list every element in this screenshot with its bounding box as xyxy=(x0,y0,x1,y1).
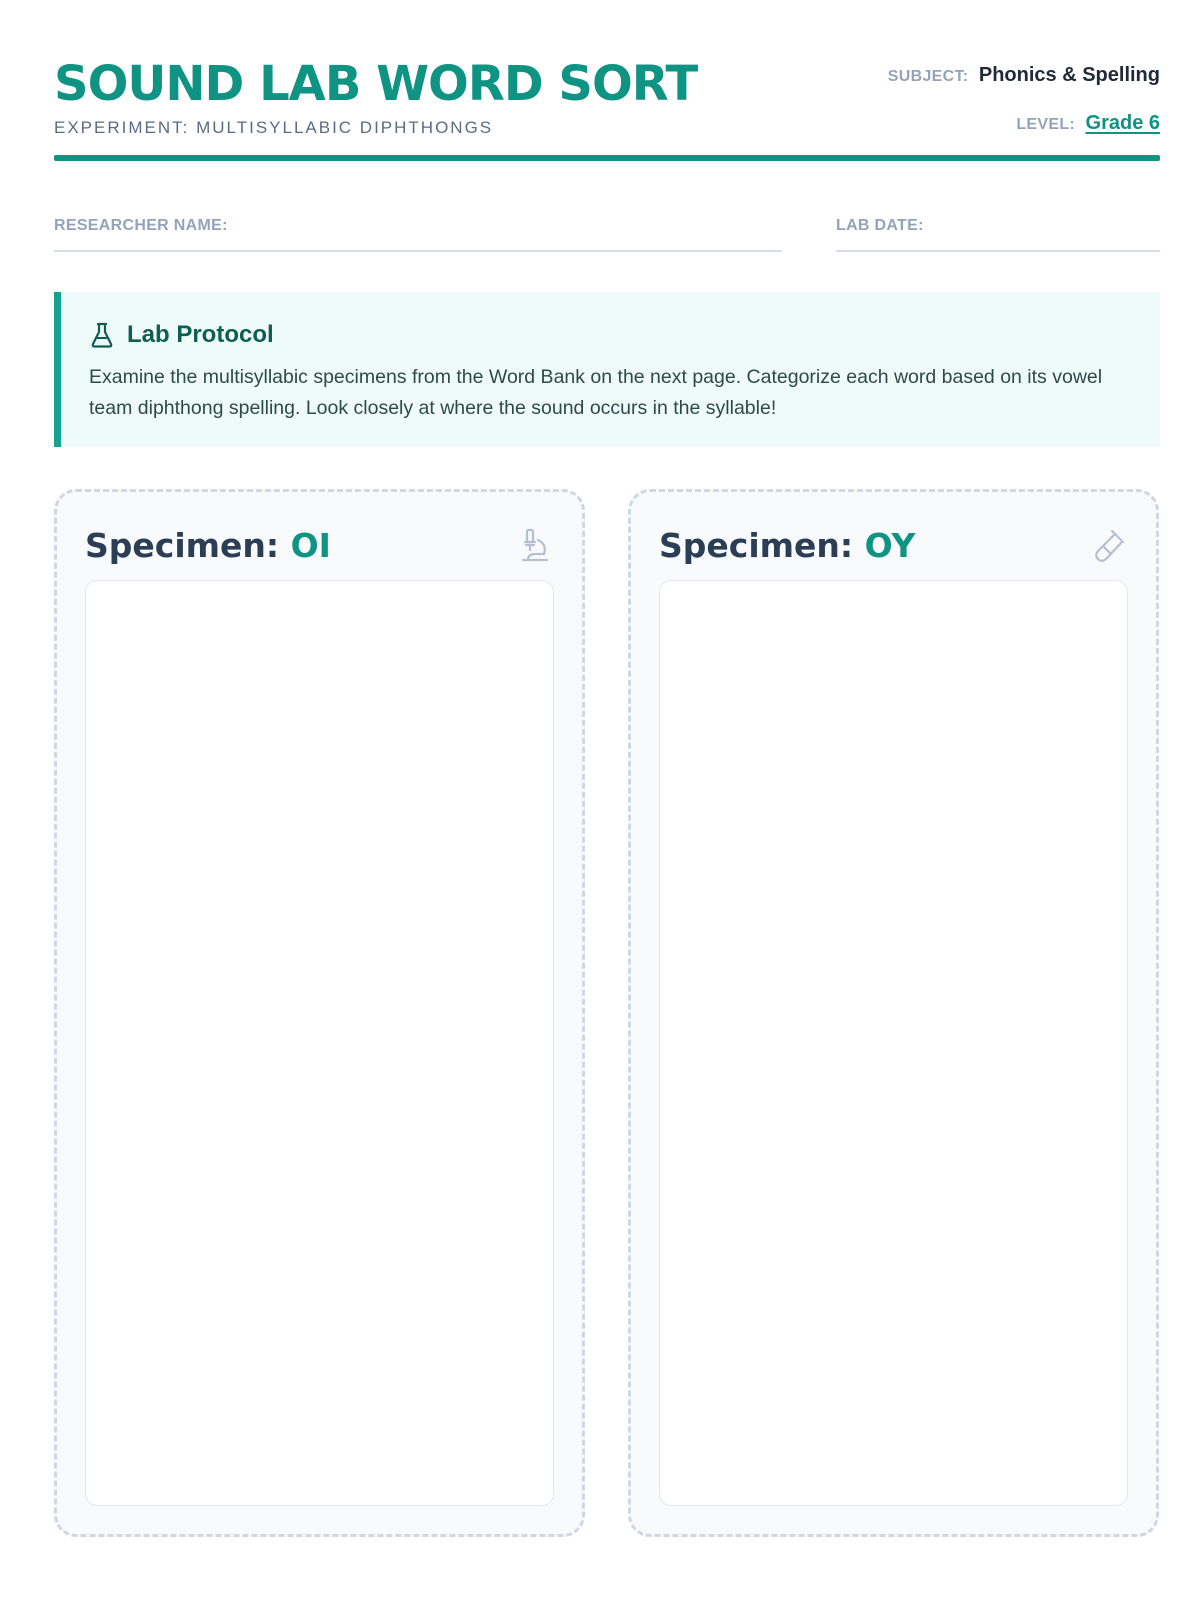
worksheet-header xyxy=(54,52,1160,162)
subject-label: SUBJECT: xyxy=(887,68,969,85)
level-link[interactable]: Grade 6 xyxy=(1085,112,1160,134)
word-drop-area[interactable] xyxy=(85,580,554,1506)
level-meta xyxy=(1016,112,1160,135)
subject-value: Phonics & Spelling xyxy=(978,64,1160,86)
researcher-name-field xyxy=(54,210,782,252)
column-title xyxy=(85,522,331,570)
worksheet-page xyxy=(54,0,1160,1600)
page-title: SOUND LAB WORD SORT xyxy=(54,56,698,112)
sound-label: OY xyxy=(864,526,916,565)
column-header xyxy=(85,522,554,570)
word-drop-area[interactable] xyxy=(659,580,1128,1506)
protocol-header xyxy=(89,320,274,350)
sort-column-oi xyxy=(54,489,585,1537)
protocol-title: Lab Protocol xyxy=(127,321,274,348)
specimen-prefix: Specimen: xyxy=(659,526,854,565)
lab-date-input[interactable] xyxy=(932,214,1160,246)
microscope-icon xyxy=(514,526,554,566)
sound-label: OI xyxy=(290,526,331,565)
lab-date-field xyxy=(836,210,1160,252)
subject-meta xyxy=(888,64,1160,87)
column-header xyxy=(659,522,1128,570)
test-tube-icon xyxy=(1088,526,1128,566)
sort-column-oy xyxy=(628,489,1159,1537)
level-label: LEVEL: xyxy=(1016,116,1076,133)
lab-protocol-box xyxy=(54,292,1160,447)
protocol-instructions: Examine the multisyllabic specimens from the Word Bank on the next page. Categorize each word based on its vowel team diphthong spelling. Look closely at where the sound occurs in the syllable! xyxy=(89,366,1103,419)
flask-icon xyxy=(89,321,115,349)
specimen-prefix: Specimen: xyxy=(85,526,280,565)
researcher-name-input[interactable] xyxy=(234,214,782,246)
header-divider xyxy=(54,155,1160,161)
experiment-subtitle: EXPERIMENT: MULTISYLLABIC DIPHTHONGS xyxy=(54,118,494,137)
researcher-name-label: RESEARCHER NAME: xyxy=(54,217,228,234)
column-title xyxy=(659,522,915,570)
lab-date-label: LAB DATE: xyxy=(836,217,924,234)
